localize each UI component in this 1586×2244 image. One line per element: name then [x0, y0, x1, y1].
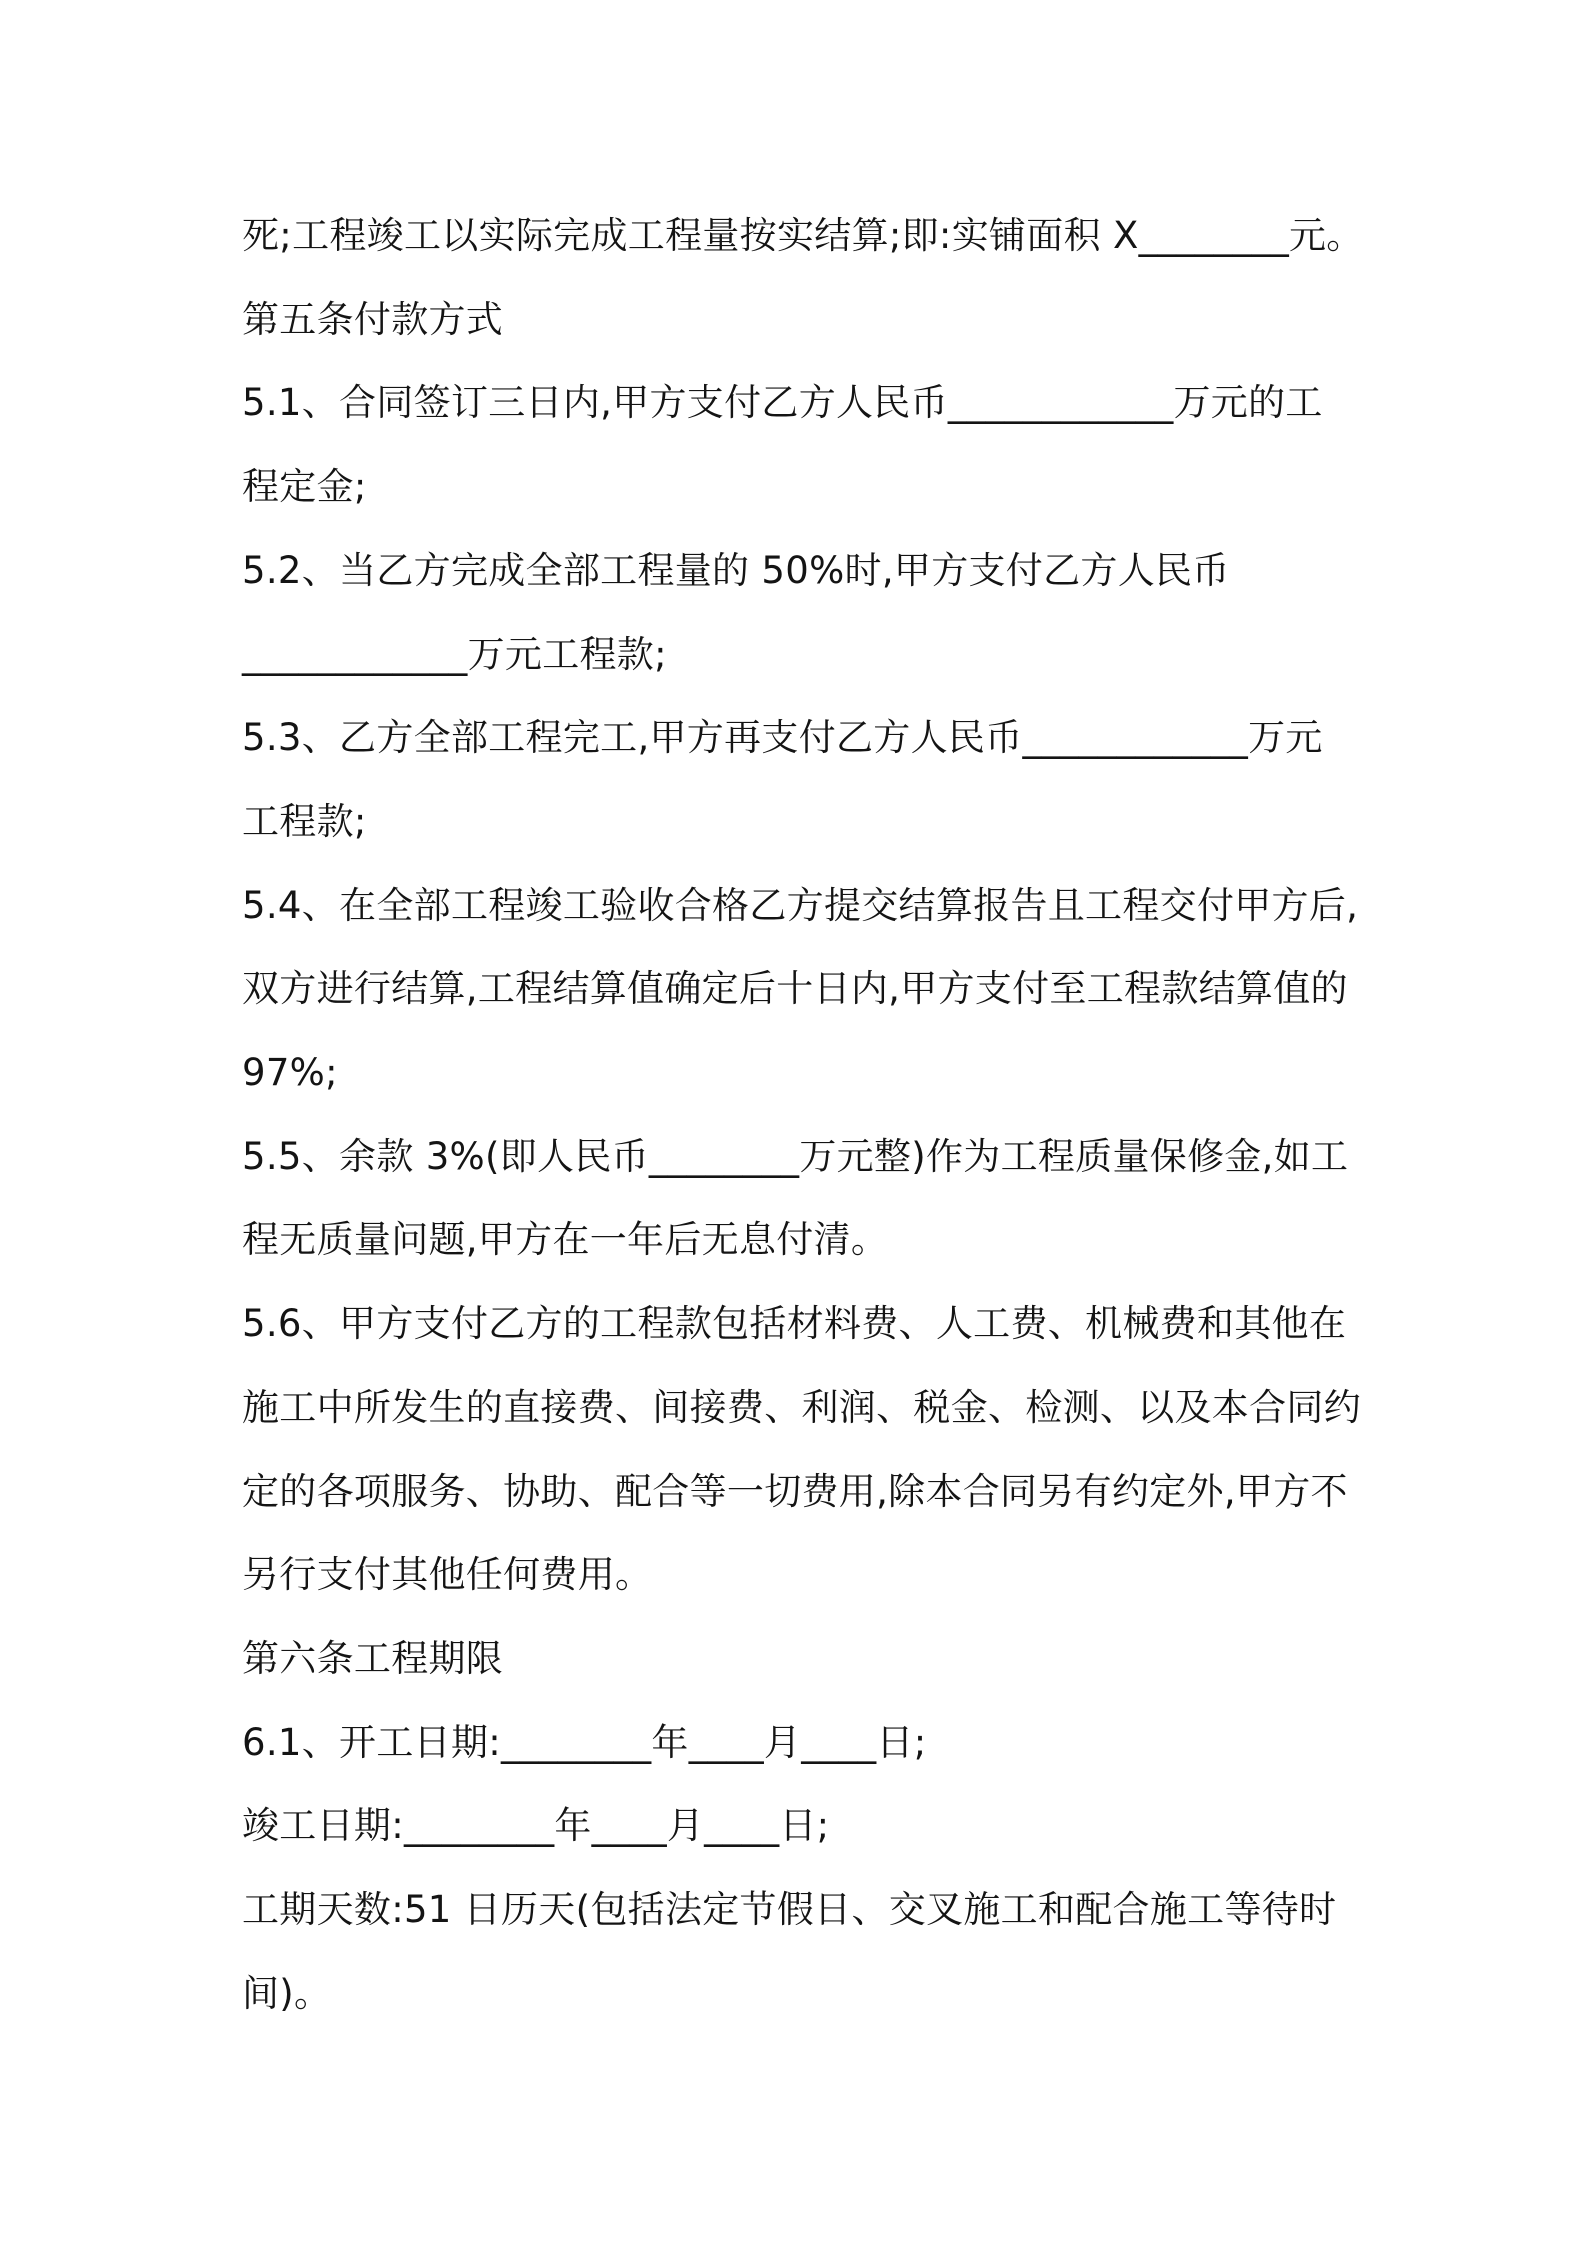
text-line: 施工中所发生的直接费、间接费、利润、税金、检测、以及本合同约 [242, 1385, 1361, 1429]
text-line: 定的各项服务、协助、配合等一切费用,除本合同另有约定外,甲方不 [242, 1469, 1348, 1513]
section-heading: 第六条工程期限 [242, 1636, 504, 1680]
text-line: 5.5、余款 3%(即人民币________万元整)作为工程质量保修金,如工 [242, 1134, 1349, 1178]
text-line: 工程款; [242, 799, 367, 843]
text-line: 死;工程竣工以实际完成工程量按实结算;即:实铺面积 X________元。 [242, 214, 1364, 257]
text-line: 程无质量问题,甲方在一年后无息付清。 [242, 1218, 889, 1262]
text-line: 双方进行结算,工程结算值确定后十日内,甲方支付至工程款结算值的 [242, 967, 1348, 1011]
text-line: 5.4、在全部工程竣工验收合格乙方提交结算报告且工程交付甲方后, [242, 883, 1359, 927]
text-line: 5.6、甲方支付乙方的工程款包括材料费、人工费、机械费和其他在 [242, 1302, 1347, 1346]
text-line: 6.1、开工日期:________年____月____日; [242, 1720, 927, 1764]
text-line: 间)。 [242, 1971, 332, 2015]
text-line: 竣工日期:________年____月____日; [242, 1804, 830, 1848]
text-line: 5.1、合同签订三日内,甲方支付乙方人民币____________万元的工 [242, 381, 1323, 425]
section-heading: 第五条付款方式 [242, 297, 504, 341]
text-line: 5.3、乙方全部工程完工,甲方再支付乙方人民币____________万元 [242, 716, 1323, 760]
text-line: 程定金; [242, 465, 367, 509]
text-line: 97%; [242, 1051, 338, 1095]
text-line: 工期天数:51 日历天(包括法定节假日、交叉施工和配合施工等待时 [242, 1888, 1337, 1932]
text-line: 5.2、当乙方完成全部工程量的 50%时,甲方支付乙方人民币 [242, 548, 1230, 592]
document-body [242, 194, 1372, 2035]
text-line: ____________万元工程款; [242, 632, 667, 676]
text-line: 另行支付其他任何费用。 [242, 1553, 653, 1597]
